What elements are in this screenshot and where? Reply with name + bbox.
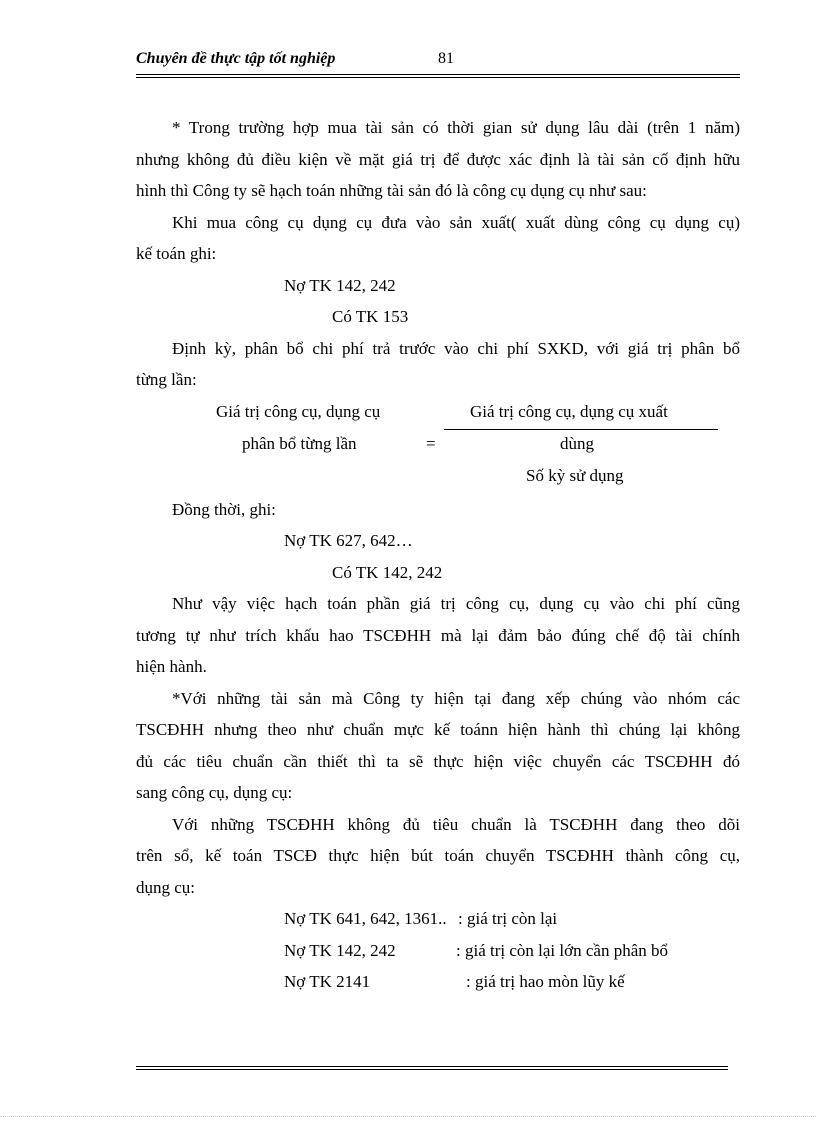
entry-description: : giá trị còn lại <box>458 909 558 928</box>
header-rule <box>136 74 740 78</box>
entry-row <box>136 966 740 998</box>
text-line: Đồng thời, ghi: <box>172 499 276 519</box>
page-header <box>136 48 740 70</box>
text-line: hình thì Công ty sẽ hạch toán những tài sản đó là công cụ dụng cụ như sau: <box>136 181 647 200</box>
entry-description: : giá trị hao mòn lũy kế <box>466 972 625 991</box>
credit-line: Có TK 153 <box>332 307 409 326</box>
text-line: Khi mua công cụ dụng cụ đưa vào sản xuất( xuất dùng công cụ dụng cụ) <box>172 212 740 232</box>
journal-entry-transfer <box>136 903 740 998</box>
text-line: nhưng không đủ điều kiện về mặt giá trị để được xác định là tài sản cố định hữu <box>136 149 740 169</box>
text-line: Như vậy việc hạch toán phần giá trị công cụ, dụng cụ vào chi phí cũng <box>172 594 740 613</box>
credit-line: Có TK 142, 242 <box>332 562 443 582</box>
fraction-bar <box>444 429 718 430</box>
text-line: tương tự như trích khấu hao TSCĐHH mà lại đảm bảo đúng chế độ tài chính <box>136 625 740 645</box>
paragraph-periodic-allocation <box>136 333 740 396</box>
text-line: sang công cụ, dụng cụ: <box>136 783 293 802</box>
paragraph-simultaneous <box>136 494 740 526</box>
entry-account: Nợ TK 142, 242 <box>284 940 396 960</box>
text-line: * Trong trường hợp mua tài sản có thời gian sử dụng lâu dài (trên 1 năm) <box>172 118 740 137</box>
entry-row <box>136 903 740 935</box>
formula-equals: = <box>426 433 436 453</box>
text-line: kế toán ghi: <box>136 244 217 263</box>
text-line: TSCĐHH nhưng theo như chuẩn mực kế toánn hiện hành thì chúng lại không <box>136 720 740 739</box>
text-line: hiện hành. <box>136 657 207 676</box>
formula-lhs-line2: phân bổ từng lần <box>242 433 357 453</box>
entry-account: Nợ TK 2141 <box>284 972 371 991</box>
text-line: Định kỳ, phân bổ chi phí trả trước vào chi phí SXKD, với giá trị phân bổ <box>172 338 740 358</box>
page-edge-dotted-line <box>0 1116 816 1117</box>
page-number: 81 <box>438 50 454 67</box>
journal-entry-allocation <box>136 525 740 588</box>
text-line: *Với những tài sản mà Công ty hiện tại đang xếp chúng vào nhóm các <box>172 688 740 708</box>
debit-line: Nợ TK 627, 642… <box>284 531 413 550</box>
allocation-formula <box>136 398 740 494</box>
paragraph-transfer-entry <box>136 809 740 904</box>
entry-account: Nợ TK 641, 642, 1361.. <box>284 909 447 928</box>
paragraph-purchase-entry <box>136 207 740 270</box>
paragraph-conclusion <box>136 588 740 683</box>
entry-description: : giá trị còn lại lớn cần phân bổ <box>456 940 668 960</box>
entry-row <box>136 935 740 967</box>
formula-denominator: Số kỳ sử dụng <box>526 465 624 485</box>
formula-lhs-line1: Giá trị công cụ, dụng cụ <box>216 401 381 421</box>
header-title: Chuyên đề thực tập tốt nghiệp <box>136 50 336 67</box>
text-line: từng lần: <box>136 370 197 389</box>
paragraph-reclassification <box>136 683 740 809</box>
text-line: dụng cụ: <box>136 877 196 897</box>
paragraph-purchase-case <box>136 112 740 207</box>
formula-numerator: Giá trị công cụ, dụng cụ xuất <box>470 401 668 421</box>
document-body <box>136 112 740 998</box>
footer-rule <box>136 1066 728 1070</box>
text-line: Với những TSCĐHH không đủ tiêu chuẩn là TSCĐHH đang theo dõi <box>172 814 740 834</box>
debit-line: Nợ TK 142, 242 <box>284 275 396 295</box>
text-line: trên sổ, kế toán TSCĐ thực hiện bút toán chuyển TSCĐHH thành công cụ, <box>136 846 740 865</box>
formula-numerator-cont: dùng <box>560 433 594 453</box>
journal-entry-purchase <box>136 270 740 333</box>
text-line: đủ các tiêu chuẩn cần thiết thì ta sẽ thực hiện việc chuyển các TSCĐHH đó <box>136 751 740 771</box>
